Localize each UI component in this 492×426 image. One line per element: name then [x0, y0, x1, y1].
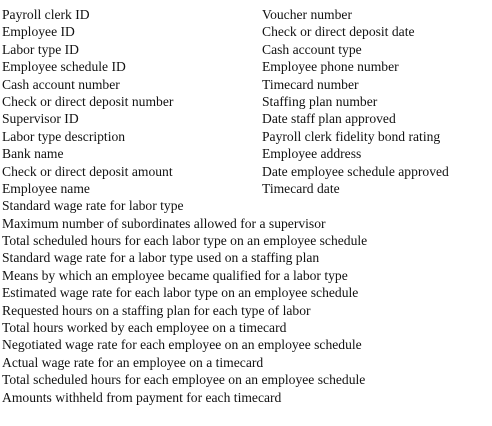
attribute-row: [2, 58, 490, 75]
attribute-list-document: [2, 6, 490, 406]
attribute-right: Date employee schedule approved: [262, 163, 449, 179]
attribute-left: Payroll clerk ID: [2, 7, 90, 22]
attribute-right: Timecard date: [262, 180, 340, 196]
attribute-row: [2, 93, 490, 110]
attribute-right: Employee address: [262, 146, 362, 162]
attribute-row-full: [2, 354, 490, 371]
attribute-left: Cash account number: [2, 76, 120, 92]
attribute-row: [2, 128, 490, 145]
attribute-row: [2, 23, 490, 40]
attribute-row: [2, 41, 490, 58]
attribute-full: Total scheduled hours for each labor type on an employee schedule: [2, 233, 368, 249]
attribute-full: Amounts withheld from payment for each timecard: [2, 389, 282, 405]
attribute-right: Voucher number: [262, 7, 352, 22]
attribute-right: Cash account type: [262, 41, 362, 57]
attribute-left: Bank name: [2, 146, 64, 162]
attribute-right: Timecard number: [262, 76, 359, 92]
attribute-left: Supervisor ID: [2, 111, 79, 127]
attribute-left: Labor type description: [2, 128, 126, 144]
attribute-row-full: [2, 197, 490, 214]
attribute-right: Payroll clerk fidelity bond rating: [262, 128, 441, 144]
attribute-right: Check or direct deposit date: [262, 24, 415, 40]
attribute-full: Negotiated wage rate for each employee on an employee schedule: [2, 337, 362, 353]
attribute-left: Employee ID: [2, 24, 75, 40]
attribute-row-full: [2, 389, 490, 406]
attribute-row: [2, 110, 490, 127]
attribute-full: Requested hours on a staffing plan for each type of labor: [2, 302, 311, 318]
attribute-left: Labor type ID: [2, 41, 80, 57]
attribute-row-full: [2, 371, 490, 388]
attribute-row: [2, 145, 490, 162]
attribute-full: Estimated wage rate for each labor type on an employee schedule: [2, 285, 359, 301]
attribute-right: Date staff plan approved: [262, 111, 396, 127]
attribute-full: Actual wage rate for an employee on a timecard: [2, 354, 264, 370]
attribute-row: [2, 163, 490, 180]
attribute-row-full: [2, 336, 490, 353]
attribute-right: Staffing plan number: [262, 93, 378, 109]
attribute-row-full: [2, 249, 490, 266]
attribute-right: Employee phone number: [262, 59, 399, 75]
attribute-left: Employee schedule ID: [2, 59, 126, 75]
attribute-full: Means by which an employee became qualified for a labor type: [2, 267, 348, 283]
attribute-row-full: [2, 284, 490, 301]
attribute-row-full: [2, 232, 490, 249]
attribute-row-full: [2, 215, 490, 232]
attribute-full: Total hours worked by each employee on a timecard: [2, 320, 287, 336]
attribute-row: [2, 180, 490, 197]
attribute-left: Check or direct deposit number: [2, 93, 174, 109]
attribute-full: Standard wage rate for labor type: [2, 198, 184, 214]
attribute-row-full: [2, 302, 490, 319]
attribute-row: [2, 6, 490, 23]
attribute-left: Employee name: [2, 180, 90, 196]
attribute-row-full: [2, 319, 490, 336]
attribute-row: [2, 76, 490, 93]
attribute-full: Standard wage rate for a labor type used on a staffing plan: [2, 250, 320, 266]
attribute-row-full: [2, 267, 490, 284]
attribute-full: Total scheduled hours for each employee on an employee schedule: [2, 372, 366, 388]
attribute-left: Check or direct deposit amount: [2, 163, 173, 179]
attribute-full: Maximum number of subordinates allowed for a supervisor: [2, 215, 326, 231]
